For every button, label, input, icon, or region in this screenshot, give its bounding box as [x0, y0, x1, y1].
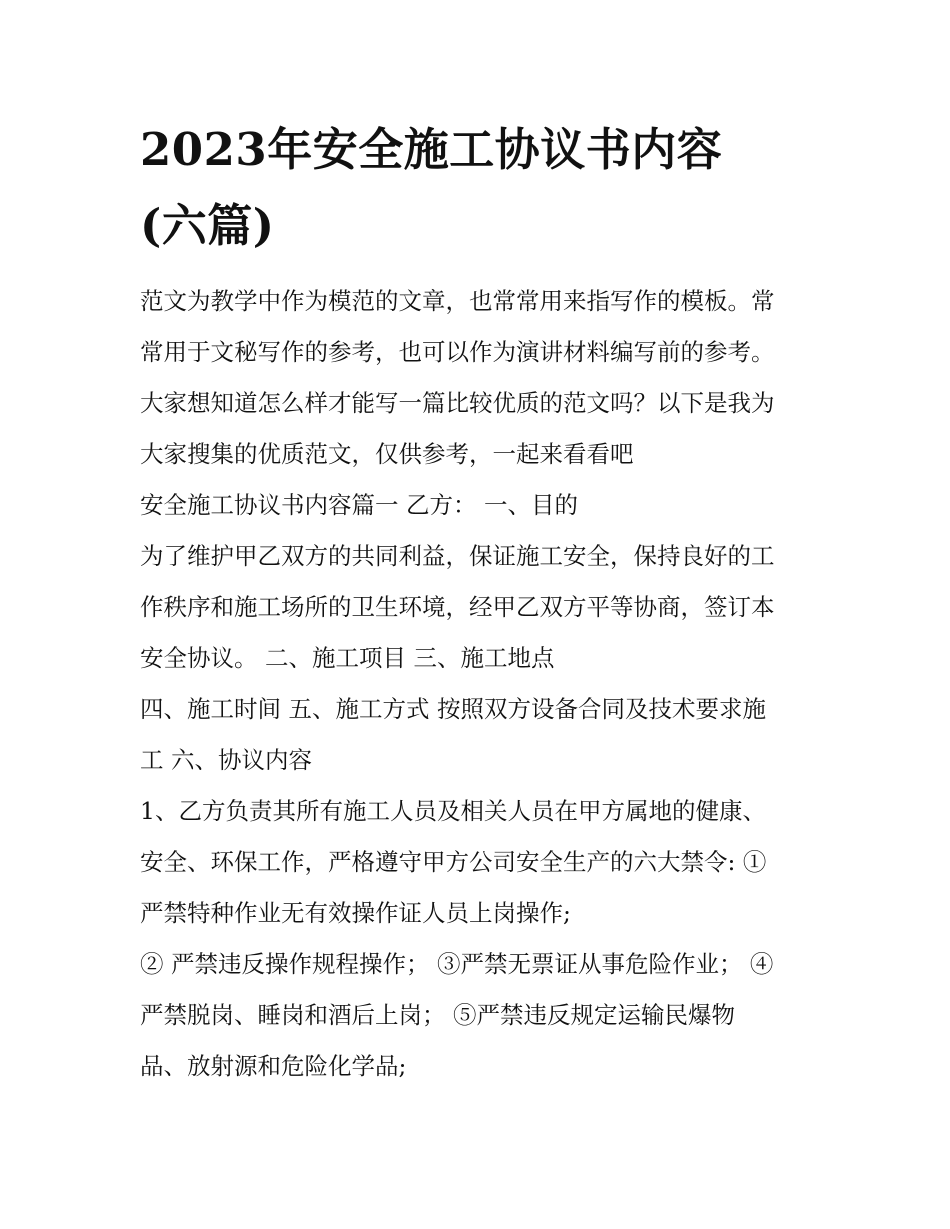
- body-line: 安全、环保工作，严格遵守甲方公司安全生产的六大禁令: ①: [140, 848, 767, 876]
- document-title: [140, 112, 820, 264]
- section-heading-line: 安全施工协议书内容篇一 乙方： 一、目的: [140, 491, 578, 519]
- body-line: 品、放射源和危险化学品;: [140, 1052, 407, 1080]
- body-line: 大家想知道怎么样才能写一篇比较优质的范文吗？以下是我为: [140, 389, 775, 417]
- body-line: 1、乙方负责其所有施工人员及相关人员在甲方属地的健康、: [140, 797, 766, 825]
- body-line: 常用于文秘写作的参考，也可以作为演讲材料编写前的参考。: [140, 338, 775, 366]
- body-line: 范文为教学中作为模范的文章，也常常用来指写作的模板。常: [140, 287, 775, 315]
- body-line: 安全协议。 二、施工项目 三、施工地点: [140, 644, 555, 672]
- title-line: 2023年安全施工协议书内容: [140, 123, 723, 176]
- body-line: 为了维护甲乙双方的共同利益，保证施工安全，保持良好的工: [140, 542, 775, 570]
- body-line: ② 严禁违反操作规程操作； ③严禁无票证从事危险作业； ④: [140, 950, 774, 978]
- document-body: [140, 276, 820, 1092]
- body-line: 作秩序和施工场所的卫生环境，经甲乙双方平等协商，签订本: [140, 593, 775, 621]
- body-line: 大家搜集的优质范文，仅供参考，一起来看看吧: [140, 440, 634, 468]
- title-line: (六篇): [140, 199, 275, 252]
- body-line: 严禁特种作业无有效操作证人员上岗操作;: [140, 899, 571, 927]
- body-line: 四、施工时间 五、施工方式 按照双方设备合同及技术要求施: [140, 695, 766, 723]
- body-line: 工 六、协议内容: [140, 746, 312, 774]
- body-line: 严禁脱岗、睡岗和酒后上岗； ⑤严禁违反规定运输民爆物: [140, 1001, 735, 1029]
